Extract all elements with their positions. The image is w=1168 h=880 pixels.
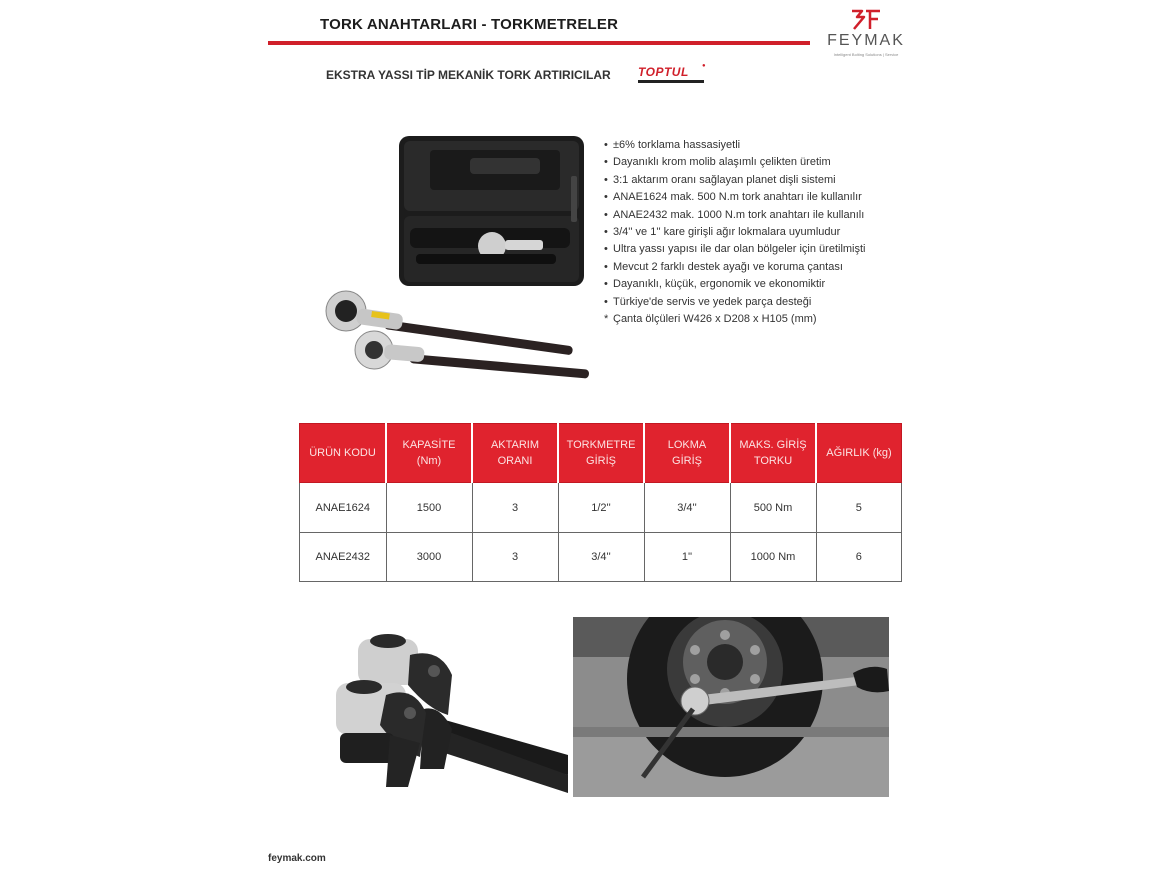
feature-item: • ANAE1624 mak. 500 N.m tork anahtarı ile kullanılır — [604, 191, 862, 204]
table-cell: 500 Nm — [730, 483, 816, 533]
feature-item: • ±6% torklama hassasiyetli — [604, 139, 741, 151]
header-agirlik: AĞIRLIK (kg) — [816, 424, 902, 483]
table-cell: 3/4'' — [644, 483, 730, 533]
table-row — [300, 483, 902, 533]
table-cell: 3 — [472, 533, 558, 582]
header-kapasite: KAPASİTE (Nm) — [386, 424, 472, 483]
table-cell: 5 — [816, 483, 902, 533]
feature-list — [604, 137, 866, 328]
header-urun-kodu: ÜRÜN KODU — [300, 424, 387, 483]
header-lokma-giris: LOKMA GİRİŞ — [644, 424, 730, 483]
table-cell: 3000 — [386, 533, 472, 582]
registered-icon: ● — [702, 63, 706, 69]
table-cell: 1'' — [644, 533, 730, 582]
table-cell: 1/2'' — [558, 483, 644, 533]
table-cell: 1500 — [386, 483, 472, 533]
feature-item: • Türkiye'de servis ve yedek parça desteği — [604, 295, 812, 308]
product-image-case-and-multipliers — [300, 128, 600, 383]
table-cell: 3/4'' — [558, 533, 644, 582]
table-row — [300, 533, 902, 582]
feature-item: • Mevcut 2 farklı destek ayağı ve koruma çantası — [604, 260, 843, 273]
brand-name: FEYMAK — [827, 32, 905, 49]
brand-tagline: Intelligent Bolting Solutions | Service — [833, 52, 899, 57]
feature-item: • ANAE2432 mak. 1000 N.m tork anahtarı ile kullanılı — [604, 208, 865, 221]
table-header-row — [300, 424, 902, 483]
table-cell: 6 — [816, 533, 902, 582]
feature-item: • Ultra yassı yapısı ile dar olan bölgeler için üretilmişti — [604, 243, 866, 256]
feature-item: • 3:1 aktarım oranı sağlayan planet dişli sistemi — [604, 173, 836, 186]
feature-item: * Çanta ölçüleri W426 x D208 x H105 (mm) — [604, 313, 817, 326]
toptul-logo — [638, 63, 708, 87]
toptul-wordmark: TOPTUL — [638, 65, 689, 79]
header-aktarim-orani: AKTARIM ORANI — [472, 424, 558, 483]
feature-item: • Dayanıklı, küçük, ergonomik ve ekonomiktir — [604, 278, 826, 291]
product-photo-multipliers — [320, 625, 568, 797]
feature-item: • Dayanıklı krom molib alaşımlı çelikten üretim — [604, 156, 831, 169]
spec-table — [299, 423, 902, 582]
table-cell: ANAE1624 — [300, 483, 387, 533]
header-rule — [268, 41, 810, 45]
header-maks-giris-torku: MAKS. GİRİŞ TORKU — [730, 424, 816, 483]
section-subtitle: EKSTRA YASSI TİP MEKANİK TORK ARTIRICILAR — [326, 68, 611, 82]
feymak-mark-icon — [848, 8, 888, 32]
header-torkmetre-giris: TORKMETRE GİRİŞ — [558, 424, 644, 483]
toptul-underline — [638, 80, 704, 83]
feymak-logo — [818, 8, 914, 58]
table-cell: 1000 Nm — [730, 533, 816, 582]
product-photo-truck-wheel — [573, 617, 889, 797]
table-cell: 3 — [472, 483, 558, 533]
footer-website: feymak.com — [268, 853, 326, 864]
feature-item: • 3/4'' ve 1'' kare girişli ağır lokmalara uyumludur — [604, 226, 841, 239]
table-cell: ANAE2432 — [300, 533, 387, 582]
page-title: TORK ANAHTARLARI - TORKMETRELER — [320, 16, 619, 33]
